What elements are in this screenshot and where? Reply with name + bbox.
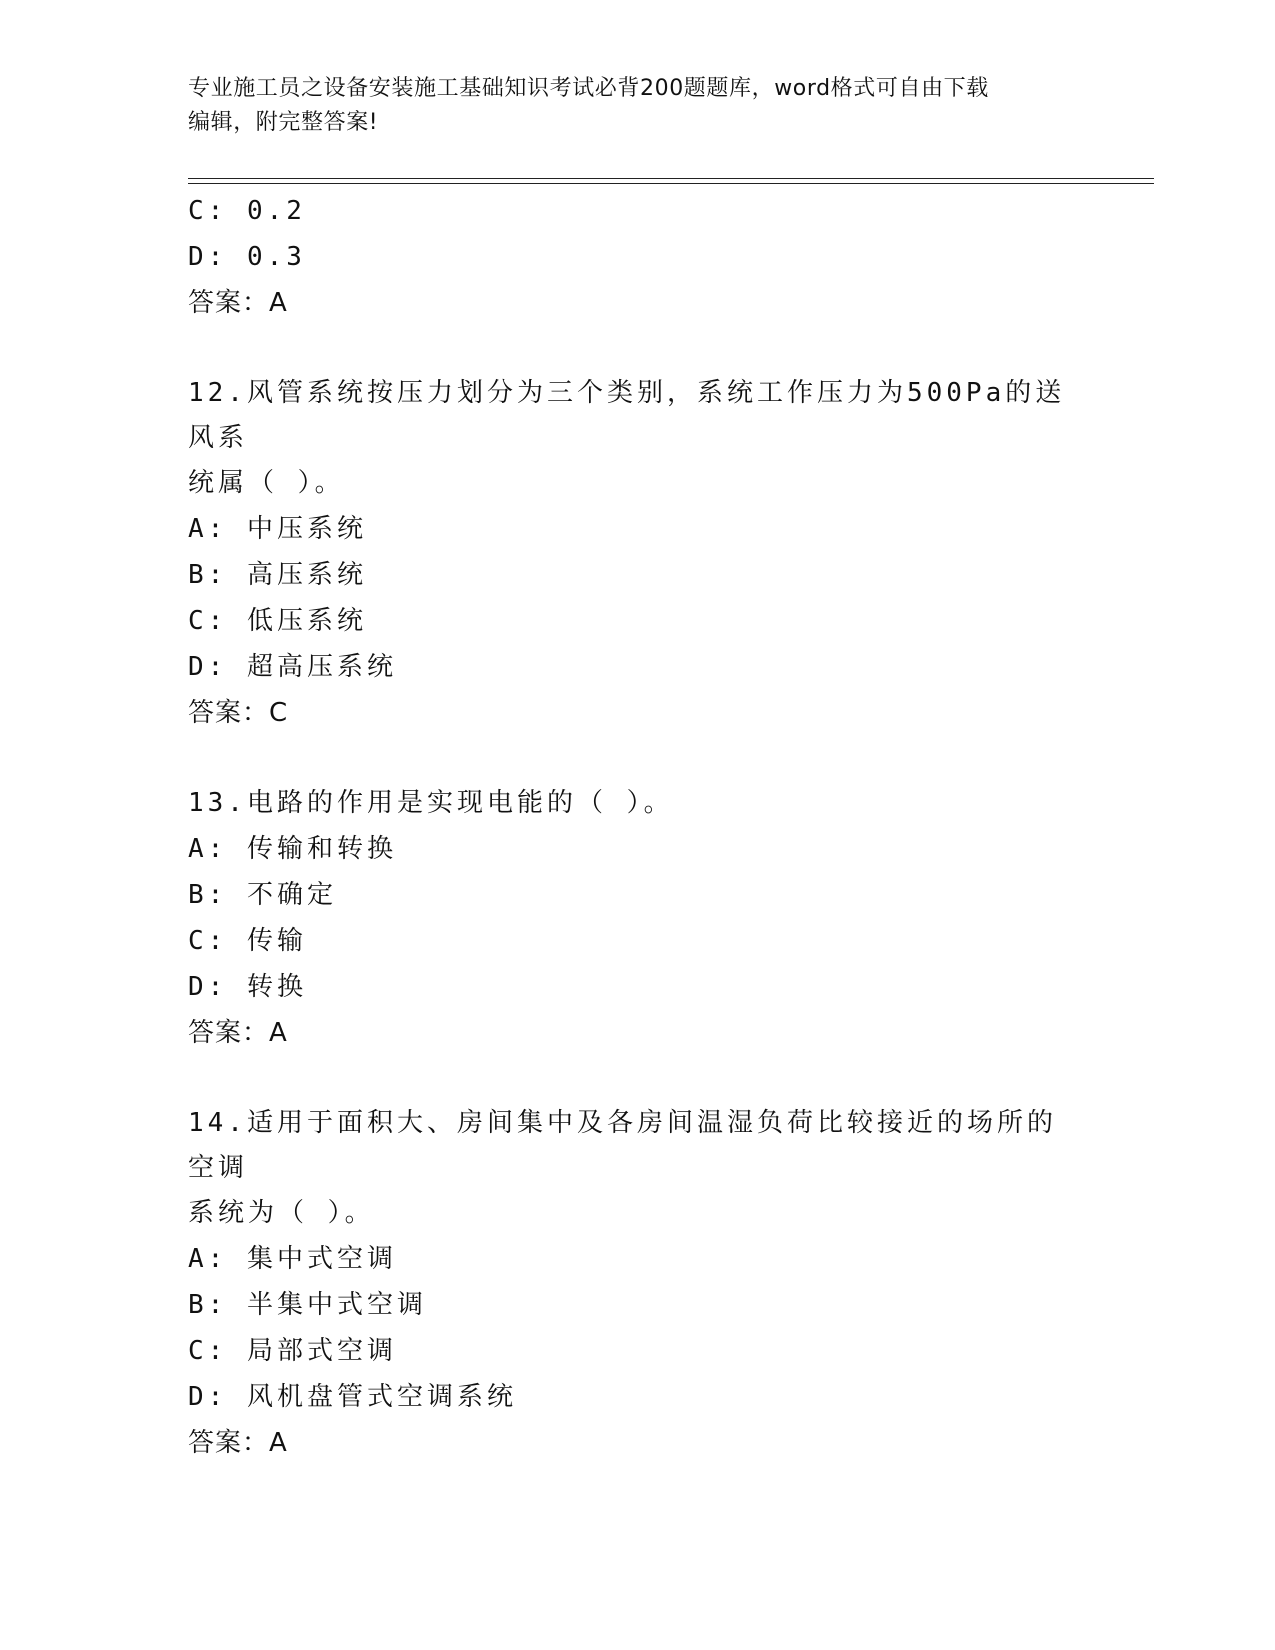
previous-question-tail	[188, 188, 1088, 326]
option-d: D: 转换	[188, 972, 307, 1002]
question-text-line-2: 系统为（ ）。	[188, 1198, 375, 1228]
question-12	[188, 371, 1088, 736]
answer-line: 答案：A	[188, 1428, 288, 1458]
question-text	[188, 781, 1078, 826]
question-text	[188, 371, 1078, 506]
question-13	[188, 781, 1088, 1056]
option-a: A: 中压系统	[188, 514, 367, 544]
option-c: C: 低压系统	[188, 606, 367, 636]
option-a: A: 集中式空调	[188, 1244, 397, 1274]
question-text-line-1: 14.适用于面积大、房间集中及各房间温湿负荷比较接近的场所的空调	[188, 1108, 1057, 1183]
answer-line: 答案：A	[188, 1018, 288, 1048]
header-title-line-1: 专业施工员之设备安装施工基础知识考试必背200题题库，word格式可自由下载	[188, 76, 989, 101]
option-c: C: 0.2	[188, 196, 306, 226]
header-rule-bottom	[188, 183, 1154, 184]
option-d: D: 超高压系统	[188, 652, 397, 682]
question-content	[188, 188, 1088, 1466]
question-text-line-1: 13.电路的作用是实现电能的（ ）。	[188, 788, 674, 818]
option-d: D: 风机盘管式空调系统	[188, 1382, 517, 1412]
question-text	[188, 1101, 1078, 1236]
option-c: C: 传输	[188, 926, 307, 956]
header-rule-top	[188, 178, 1154, 179]
option-c: C: 局部式空调	[188, 1336, 397, 1366]
question-text-line-1: 12.风管系统按压力划分为三个类别，系统工作压力为500Pa的送风系	[188, 378, 1066, 453]
header-title-line-2: 编辑，附完整答案!	[188, 110, 379, 135]
option-a: A: 传输和转换	[188, 834, 397, 864]
option-b: B: 半集中式空调	[188, 1290, 427, 1320]
option-d: D: 0.3	[188, 242, 306, 272]
option-b: B: 不确定	[188, 880, 337, 910]
question-text-line-2: 统属（ ）。	[188, 468, 345, 498]
answer-line: 答案：C	[188, 698, 289, 728]
question-14	[188, 1101, 1088, 1466]
answer-line: 答案：A	[188, 288, 288, 318]
option-b: B: 高压系统	[188, 560, 367, 590]
document-header	[188, 72, 1078, 140]
